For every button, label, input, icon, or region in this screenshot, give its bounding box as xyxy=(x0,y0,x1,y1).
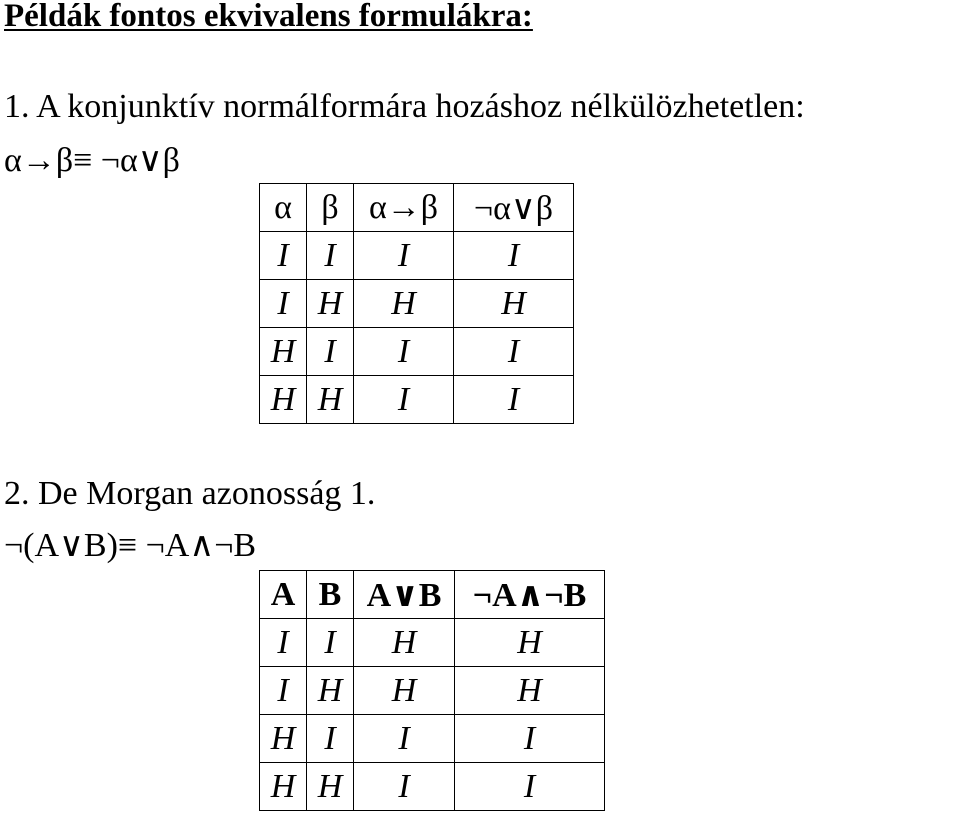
table-cell: H xyxy=(455,619,605,667)
section-1-title: 1. A konjunktív normálformára hozáshoz nélkülözhetetlen: xyxy=(4,88,805,125)
table-cell: H xyxy=(354,280,454,328)
table-cell: I xyxy=(307,232,354,280)
table-header-cell: A xyxy=(260,571,307,619)
table-header-cell: β xyxy=(307,184,354,232)
table-cell: H xyxy=(307,376,354,424)
table-header-cell: ¬A∧¬B xyxy=(455,571,605,619)
table-cell: I xyxy=(307,619,354,667)
table-header-cell: A∨B xyxy=(354,571,455,619)
table-row xyxy=(260,376,574,424)
table-cell: I xyxy=(454,328,574,376)
table-cell: H xyxy=(454,280,574,328)
table-header-cell: α xyxy=(260,184,307,232)
truth-table-de-morgan xyxy=(259,570,605,811)
table-cell: I xyxy=(260,232,307,280)
truth-table-implication xyxy=(259,183,574,424)
table-cell: I xyxy=(354,232,454,280)
table-row xyxy=(260,280,574,328)
table-row xyxy=(260,715,605,763)
table-row xyxy=(260,667,605,715)
table-cell: I xyxy=(455,715,605,763)
table-header-cell: ¬α∨β xyxy=(454,184,574,232)
table-cell: H xyxy=(260,715,307,763)
page-heading: Példák fontos ekvivalens formulákra: xyxy=(4,0,533,34)
table-cell: I xyxy=(260,619,307,667)
table-row xyxy=(260,619,605,667)
table-row xyxy=(260,232,574,280)
table-header-row xyxy=(260,571,605,619)
table-cell: I xyxy=(354,763,455,811)
table-cell: H xyxy=(260,376,307,424)
section-1-formula: α→β≡ ¬α∨β xyxy=(4,142,180,179)
section-2-title: 2. De Morgan azonosság 1. xyxy=(4,475,376,512)
table-cell: H xyxy=(260,763,307,811)
table-cell: H xyxy=(307,280,354,328)
table-cell: H xyxy=(307,763,354,811)
section-2-formula: ¬(A∨B)≡ ¬A∧¬B xyxy=(4,527,257,564)
table-cell: I xyxy=(454,232,574,280)
table-cell: I xyxy=(260,280,307,328)
table-header-row xyxy=(260,184,574,232)
table-row xyxy=(260,328,574,376)
table-header-cell: B xyxy=(307,571,354,619)
table-cell: H xyxy=(455,667,605,715)
table-cell: I xyxy=(354,715,455,763)
table-cell: I xyxy=(455,763,605,811)
table-header-cell: α→β xyxy=(354,184,454,232)
table-cell: H xyxy=(307,667,354,715)
table-cell: I xyxy=(454,376,574,424)
table-cell: H xyxy=(354,667,455,715)
table-cell: I xyxy=(354,328,454,376)
table-cell: I xyxy=(354,376,454,424)
table-cell: I xyxy=(307,328,354,376)
table-row xyxy=(260,763,605,811)
table-cell: H xyxy=(354,619,455,667)
table-cell: H xyxy=(260,328,307,376)
table-cell: I xyxy=(260,667,307,715)
table-cell: I xyxy=(307,715,354,763)
